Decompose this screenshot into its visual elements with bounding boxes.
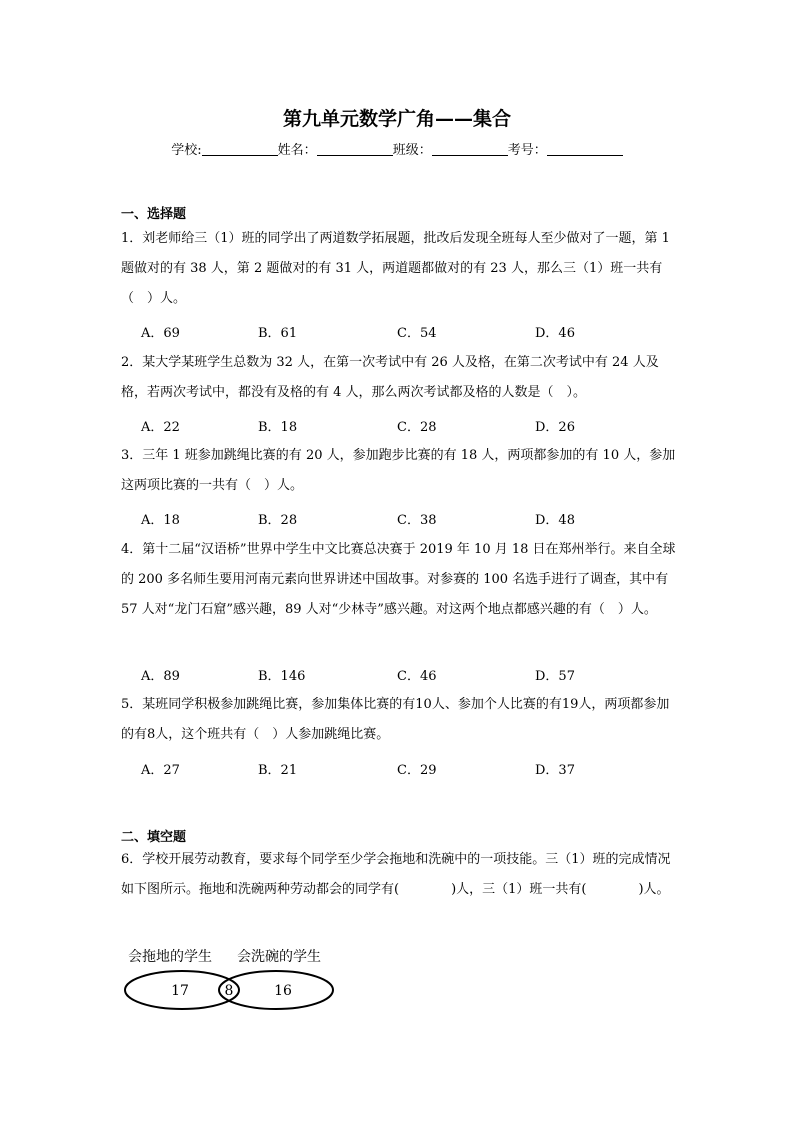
- venn-svg: [120, 946, 340, 1016]
- option-b[interactable]: B．21: [258, 763, 298, 778]
- venn-left-label: 会拖地的学生: [128, 949, 212, 965]
- school-field: [171, 139, 277, 158]
- question-5-options: [141, 759, 681, 779]
- option-d[interactable]: D．26: [535, 420, 575, 435]
- student-info-line: [0, 139, 794, 158]
- section-fill-heading: 二、填空题: [121, 830, 187, 845]
- option-b[interactable]: B．18: [258, 420, 298, 435]
- question-2-options: [141, 416, 681, 436]
- question-5: 5．某班同学积极参加跳绳比赛，参加集体比赛的有10人、参加个人比赛的有19人，两项都参加的有8人，这个班共有（ ）人参加跳绳比赛。: [121, 697, 670, 742]
- option-c[interactable]: C．38: [397, 513, 437, 528]
- exam-number-blank[interactable]: [547, 143, 623, 156]
- question-3-options: [141, 509, 681, 529]
- venn-right-value: 16: [274, 983, 292, 999]
- venn-both-value: 8: [224, 983, 234, 999]
- page-title: 第九单元数学广角——集合: [282, 108, 511, 130]
- class-field: [393, 139, 508, 158]
- option-b[interactable]: B．61: [258, 326, 298, 341]
- option-a[interactable]: A．27: [141, 763, 180, 778]
- option-c[interactable]: C．29: [397, 763, 437, 778]
- school-label: 学校:: [171, 143, 202, 158]
- question-1-options: [141, 322, 681, 342]
- venn-diagram: [120, 946, 340, 1016]
- venn-left-value: 17: [171, 983, 189, 999]
- option-c[interactable]: C．54: [397, 326, 437, 341]
- class-blank[interactable]: [432, 143, 508, 156]
- option-b[interactable]: B．146: [258, 669, 306, 684]
- exam-number-field: [508, 139, 623, 158]
- option-c[interactable]: C．46: [397, 669, 437, 684]
- venn-right-label: 会洗碗的学生: [237, 949, 321, 965]
- question-4: 4．第十二届“汉语桥”世界中学生中文比赛总决赛于 2019 年 10 月 18 日在郑州举行。来自全球的 200 多名师生要用河南元素向世界讲述中国故事。对参赛的 100 名选手进行了调查，其中有 57 人对“龙门石窟”感兴趣，89 人对“少林寺”感兴趣。对这两个地点都感兴趣的有（ ）人。: [121, 542, 676, 617]
- question-2: 2．某大学某班学生总数为 32 人，在第一次考试中有 26 人及格，在第二次考试中有 24 人及格，若两次考试中，都没有及格的有 4 人，那么两次考试都及格的人数是（ ）。: [121, 355, 659, 400]
- question-3: 3．三年 1 班参加跳绳比赛的有 20 人，参加跑步比赛的有 18 人，两项都参加的有 10 人，参加这两项比赛的一共有（ ）人。: [121, 448, 676, 493]
- option-a[interactable]: A．22: [141, 420, 180, 435]
- name-blank[interactable]: [317, 143, 393, 156]
- option-b[interactable]: B．28: [258, 513, 298, 528]
- option-d[interactable]: D．57: [535, 669, 575, 684]
- question-1: 1．刘老师给三（1）班的同学出了两道数学拓展题，批改后发现全班每人至少做对了一题，第 1 题做对的有 38 人，第 2 题做对的有 31 人，两道题都做对的有 23 人，那么三（1）班一共有（ ）人。: [121, 231, 670, 306]
- option-d[interactable]: D．46: [535, 326, 575, 341]
- question-6: 6．学校开展劳动教育，要求每个同学至少学会拖地和洗碗中的一项技能。三（1）班的完成情况如下图所示。拖地和洗碗两种劳动都会的同学有( )人，三（1）班一共有( )人。: [121, 852, 671, 897]
- option-a[interactable]: A．69: [141, 326, 180, 341]
- option-d[interactable]: D．48: [535, 513, 575, 528]
- option-d[interactable]: D．37: [535, 763, 575, 778]
- option-a[interactable]: A．89: [141, 669, 180, 684]
- school-blank[interactable]: [202, 143, 278, 156]
- exam-number-label: 考号：: [507, 143, 547, 158]
- option-a[interactable]: A．18: [141, 513, 180, 528]
- section-choice-heading: 一、选择题: [121, 207, 187, 222]
- name-label: 姓名：: [277, 143, 317, 158]
- option-c[interactable]: C．28: [397, 420, 437, 435]
- question-4-options: [141, 665, 681, 685]
- name-field: [278, 139, 393, 158]
- class-label: 班级：: [392, 143, 432, 158]
